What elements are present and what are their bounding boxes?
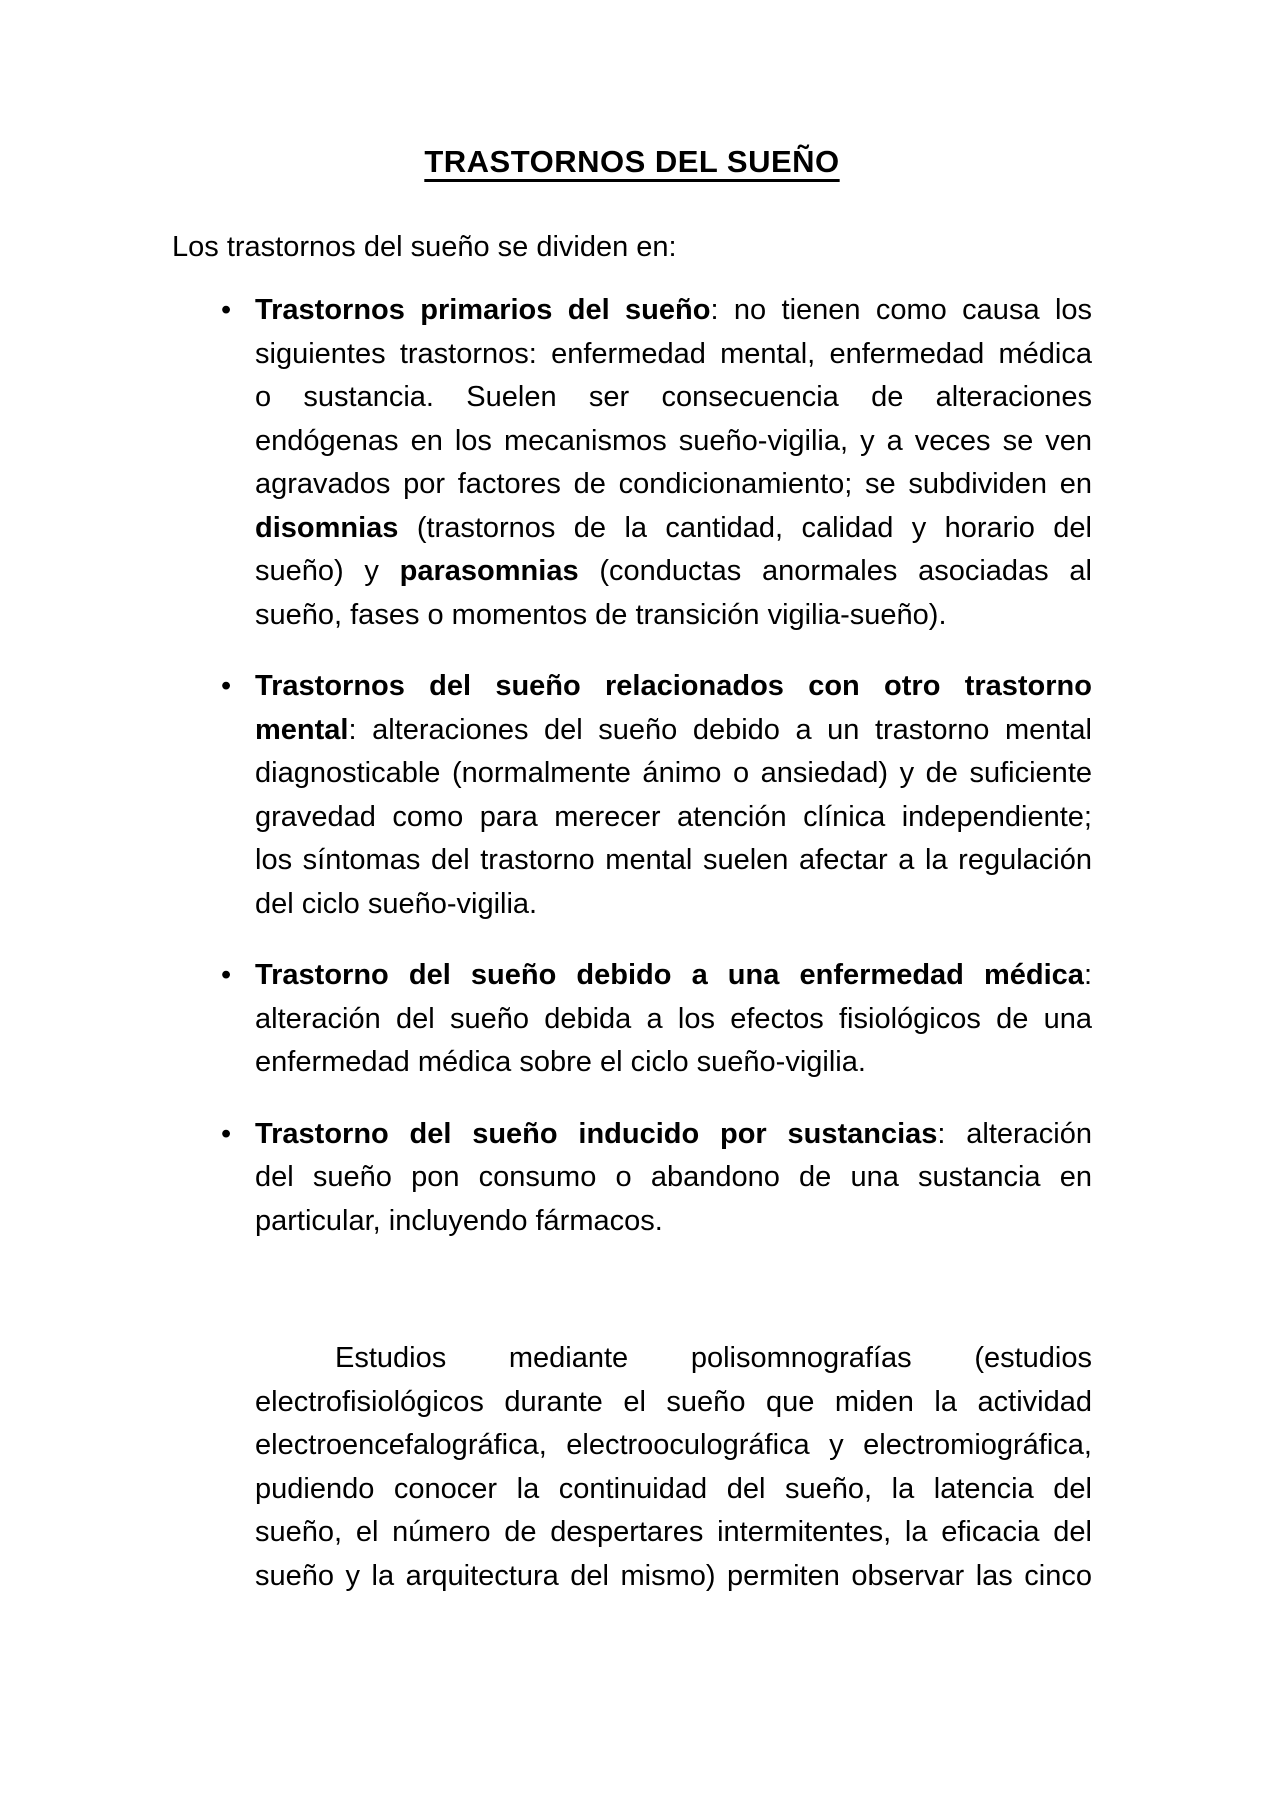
bold-text-segment: Trastorno del sueño debido a una enfermedad médica (255, 959, 1084, 991)
text-segment: (trastornos de la cantidad, calidad y horario del (398, 511, 1092, 544)
text-line (255, 333, 1092, 377)
text-segment: o sustancia. Suelen ser consecuencia de alteraciones (255, 381, 1092, 413)
text-segment: agravados por factores de condicionamiento; se subdividen en (255, 468, 1092, 500)
text-line (255, 883, 1092, 927)
bullet-icon: • (221, 670, 232, 702)
text-segment: electrofisiológicos durante el sueño que miden la actividad (255, 1385, 1092, 1418)
text-segment: : no tienen como causa los (710, 294, 1093, 326)
bold-text-segment: parasomnias (399, 555, 579, 587)
text-segment: gravedad como para merecer atención clínica independiente; (255, 800, 1092, 833)
text-line (255, 796, 1092, 840)
bold-text-segment: disomnias (255, 511, 399, 544)
closing-paragraph (255, 1337, 1092, 1598)
text-line (255, 420, 1092, 464)
text-line (255, 709, 1092, 753)
text-line (255, 550, 1092, 594)
text-line (255, 289, 1092, 333)
text-line (255, 1424, 1092, 1468)
bullet-icon: • (221, 1117, 232, 1150)
bullet-item-related-mental-disorder (172, 665, 1092, 926)
text-line (255, 1381, 1092, 1425)
bullet-item-substance-induced (172, 1113, 1092, 1244)
text-segment: Estudios mediante polisomnografías (estudios (335, 1342, 1092, 1374)
text-segment: particular, incluyendo fármacos. (255, 1204, 663, 1237)
text-segment: diagnosticable (normalmente ánimo o ansiedad) y de suficiente (255, 757, 1092, 789)
text-segment: los síntomas del trastorno mental suelen afectar a la regulación (255, 844, 1092, 876)
text-line (255, 954, 1092, 998)
bold-text-segment: mental (255, 713, 349, 746)
text-segment: enfermedad médica sobre el ciclo sueño-vigilia. (255, 1046, 866, 1078)
text-segment: alteración del sueño debida a los efectos fisiológicos de una (255, 1002, 1092, 1035)
document-title: TRASTORNOS DEL SUEÑO (424, 144, 840, 179)
bold-text-segment: Trastorno del sueño inducido por sustancias (255, 1117, 938, 1150)
intro-paragraph: Los trastornos del sueño se dividen en: (172, 230, 677, 263)
text-line (255, 1468, 1092, 1512)
bullet-icon: • (221, 959, 232, 991)
text-segment: electroencefalográfica, electrooculográfica y electromiográfica, (255, 1429, 1092, 1461)
document-body (172, 0, 1092, 1598)
text-segment: siguientes trastornos: enfermedad mental, enfermedad médica (255, 337, 1092, 370)
text-segment: : (1083, 959, 1092, 991)
bold-text-segment: Trastornos primarios del sueño (255, 294, 711, 326)
text-segment: pudiendo conocer la continuidad del sueño, la latencia del (255, 1472, 1092, 1505)
text-line (255, 1113, 1092, 1157)
bullet-list (172, 289, 1092, 1243)
bullet-icon: • (221, 294, 232, 326)
text-line (255, 1041, 1092, 1085)
text-segment: (conductas anormales asociadas al (578, 555, 1092, 587)
text-line (255, 998, 1092, 1042)
text-line (255, 1156, 1092, 1200)
text-segment: sueño) y (255, 555, 400, 587)
text-segment: : alteración (937, 1117, 1092, 1150)
text-line (255, 752, 1092, 796)
bold-text-segment: Trastornos del sueño relacionados con otro trastorno (255, 670, 1092, 702)
bullet-item-medical-condition (172, 954, 1092, 1085)
text-line (255, 376, 1092, 420)
text-segment: sueño y la arquitectura del mismo) permiten observar las cinco (255, 1559, 1092, 1592)
text-line (255, 665, 1092, 709)
text-line (255, 1200, 1092, 1244)
text-segment: : alteraciones del sueño debido a un trastorno mental (348, 713, 1092, 746)
text-segment: sueño, fases o momentos de transición vigilia-sueño). (255, 598, 947, 631)
text-segment: del sueño pon consumo o abandono de una sustancia en (255, 1161, 1092, 1193)
text-line (255, 1337, 1092, 1381)
text-line (255, 507, 1092, 551)
text-segment: sueño, el número de despertares intermitentes, la eficacia del (255, 1516, 1092, 1548)
text-segment: endógenas en los mecanismos sueño-vigilia, y a veces se ven (255, 424, 1092, 457)
text-line (255, 1555, 1092, 1599)
text-segment: del ciclo sueño-vigilia. (255, 887, 538, 920)
text-line (255, 839, 1092, 883)
text-line (255, 594, 1092, 638)
bullet-item-primary-disorders (172, 289, 1092, 637)
text-line (255, 463, 1092, 507)
text-line (255, 1511, 1092, 1555)
